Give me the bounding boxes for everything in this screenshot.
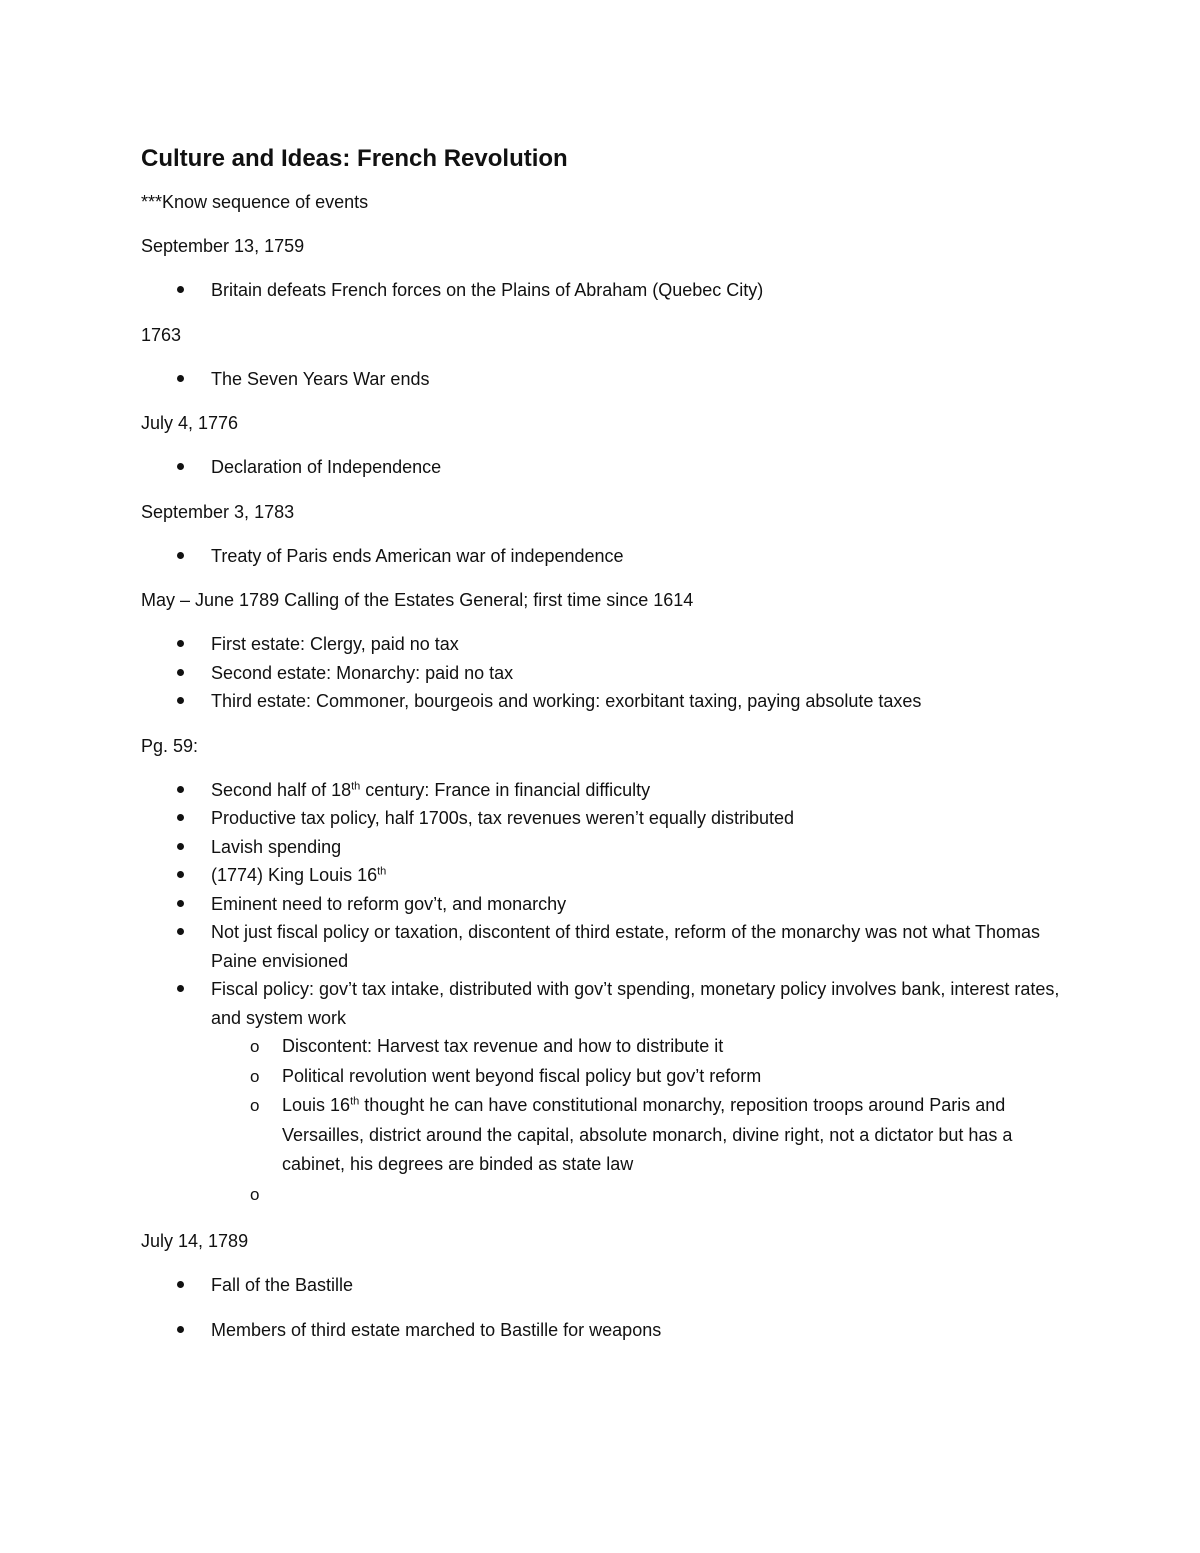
date-heading: July 14, 1789 <box>141 1231 249 1251</box>
date-heading: 1763 <box>141 324 182 345</box>
document-body <box>141 140 1071 1360</box>
page-title: Culture and Ideas: French Revolution <box>141 145 568 172</box>
page-reference-heading: Pg. 59: <box>141 735 199 756</box>
circle-bullet-icon: o <box>250 1066 260 1086</box>
bullet-list <box>141 453 1071 482</box>
sub-list-item: o Louis 16th thought he can have constitutional monarchy, reposition troops around Paris and Versailles, district around the capital, absolute monarch, divine right, not a dictator but has a cabinet, his degrees are binded as state law <box>211 1091 1071 1180</box>
sub-list-item <box>211 1180 1071 1210</box>
bullet-list <box>141 776 1071 1210</box>
date-heading: September 13, 1759 <box>141 236 305 256</box>
bullet-icon <box>177 985 184 992</box>
bullet-list <box>141 365 1071 394</box>
list-item: Not just fiscal policy or taxation, discontent of third estate, reform of the monarchy was not what Thomas Paine envisioned <box>141 918 1071 975</box>
bullet-icon <box>177 552 184 559</box>
list-item: Lavish spending <box>141 833 1071 862</box>
bullet-list <box>141 276 1071 305</box>
bullet-icon <box>177 463 184 470</box>
sub-list-item: o Political revolution went beyond fiscal policy but gov’t reform <box>211 1062 1071 1092</box>
bullet-icon <box>177 1326 184 1333</box>
bullet-icon <box>177 375 184 382</box>
list-item: Third estate: Commoner, bourgeois and working: exorbitant taxing, paying absolute taxes <box>141 687 1071 716</box>
intro-note: ***Know sequence of events <box>141 192 369 212</box>
sub-bullet-list <box>211 1032 1071 1209</box>
circle-bullet-icon: o <box>250 1184 260 1204</box>
list-item: The Seven Years War ends <box>141 365 1071 394</box>
bullet-icon <box>177 697 184 704</box>
date-heading: May – June 1789 Calling of the Estates General; first time since 1614 <box>141 590 694 610</box>
list-item: Productive tax policy, half 1700s, tax revenues weren’t equally distributed <box>141 804 1071 833</box>
bullet-list <box>141 1271 1071 1300</box>
bullet-icon <box>177 871 184 878</box>
list-item: (1774) King Louis 16th <box>141 861 1071 890</box>
list-item: Eminent need to reform gov’t, and monarchy <box>141 890 1071 919</box>
list-item: Members of third estate marched to Bastille for weapons <box>141 1316 1071 1345</box>
list-item: Treaty of Paris ends American war of independence <box>141 542 1071 571</box>
bullet-icon <box>177 900 184 907</box>
bullet-icon <box>177 1281 184 1288</box>
sub-list-item: o Discontent: Harvest tax revenue and how to distribute it <box>211 1032 1071 1062</box>
bullet-icon <box>177 286 184 293</box>
date-heading: July 4, 1776 <box>141 413 239 433</box>
list-item: Second estate: Monarchy: paid no tax <box>141 659 1071 688</box>
bullet-icon <box>177 640 184 647</box>
bullet-list <box>141 1316 1071 1345</box>
list-item: Second half of 18th century: France in financial difficulty <box>141 776 1071 805</box>
bullet-icon <box>177 928 184 935</box>
circle-bullet-icon: o <box>250 1096 260 1115</box>
list-item: Britain defeats French forces on the Plains of Abraham (Quebec City) <box>141 276 1071 305</box>
bullet-icon <box>177 814 184 821</box>
list-item: Fiscal policy: gov’t tax intake, distributed with gov’t spending, monetary policy involves bank, interest rates, and system work o Discontent: Harvest tax revenue and how to distribute it o Political revolution went beyond fiscal policy but gov’t reform o Louis 16th thought he can have constitutional monarchy, reposition troops around Paris and Versailles, district around the capital, absolute monarch, divine right, not a dictator but has a cabinet, his degrees are binded as state law o <box>141 975 1071 1209</box>
list-item: Declaration of Independence <box>141 453 1071 482</box>
bullet-icon <box>177 786 184 793</box>
bullet-icon <box>177 669 184 676</box>
bullet-list <box>141 630 1071 716</box>
list-item: Fall of the Bastille <box>141 1271 1071 1300</box>
circle-bullet-icon: o <box>250 1037 260 1056</box>
bullet-icon <box>177 843 184 850</box>
date-heading: September 3, 1783 <box>141 501 295 522</box>
bullet-list <box>141 542 1071 571</box>
list-item: First estate: Clergy, paid no tax <box>141 630 1071 659</box>
